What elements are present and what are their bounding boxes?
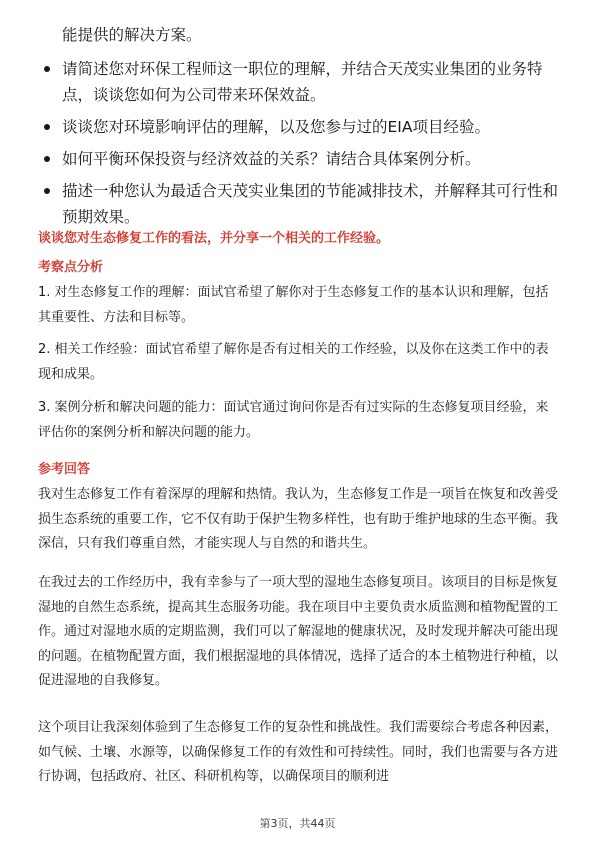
interview-question: 谈谈您对生态修复工作的看法，并分享一个相关的工作经验。 bbox=[38, 231, 390, 246]
bullet-item bbox=[44, 178, 564, 230]
answer-paragraph: 这个项目让我深刻体验到了生态修复工作的复杂性和挑战性。我们需要综合考虑各种因素，如气候、土壤、水源等，以确保修复工作的有效性和可持续性。同时，我们也需要与各方进行协调，包括政府、社区、科研机构等，以确保项目的顺利进 bbox=[38, 720, 559, 784]
page-number: 第3页，共44页 bbox=[259, 817, 336, 830]
question-bullet-list bbox=[44, 56, 564, 236]
bullet-text: 谈谈您对环境影响评估的理解，以及您参与过的EIA项目经验。 bbox=[62, 118, 490, 136]
continued-text: 能提供的解决方案。 bbox=[62, 26, 202, 44]
analysis-title: 考察点分析 bbox=[38, 260, 104, 275]
bullet-item bbox=[44, 56, 564, 108]
analysis-item: 1. 对生态修复工作的理解：面试官希望了解你对于生态修复工作的基本认识和理解，包括其重要性、方法和目标等。 bbox=[38, 285, 549, 325]
bullet-item bbox=[44, 146, 564, 172]
bullet-dot-icon bbox=[44, 188, 50, 194]
answer-paragraph: 在我过去的工作经历中，我有幸参与了一项大型的湿地生态修复项目。该项目的目标是恢复湿地的自然生态系统，提高其生态服务功能。我在项目中主要负责水质监测和植物配置的工作。通过对湿地水质的定期监测，我们可以了解湿地的健康状况，及时发现并解决可能出现的问题。在植物配置方面，我们根据湿地的具体情况，选择了适合的本土植物进行种植，以促进湿地的自我修复。 bbox=[38, 575, 559, 688]
answer-title: 参考回答 bbox=[38, 462, 91, 477]
answer-paragraph: 我对生态修复工作有着深厚的理解和热情。我认为，生态修复工作是一项旨在恢复和改善受损生态系统的重要工作，它不仅有助于保护生物多样性，也有助于维护地球的生态平衡。我深信，只有我们尊重自然，才能实现人与自然的和谐共生。 bbox=[38, 487, 559, 551]
bullet-dot-icon bbox=[44, 124, 50, 130]
bullet-text: 请简述您对环保工程师这一职位的理解，并结合天茂实业集团的业务特点，谈谈您如何为公司带来环保效益。 bbox=[62, 60, 543, 104]
bullet-text: 如何平衡环保投资与经济效益的关系？请结合具体案例分析。 bbox=[62, 150, 481, 168]
analysis-item: 2. 相关工作经验：面试官希望了解你是否有过相关的工作经验，以及你在这类工作中的表现和成果。 bbox=[38, 342, 549, 382]
bullet-text: 描述一种您认为最适合天茂实业集团的节能减排技术，并解释其可行性和预期效果。 bbox=[62, 182, 559, 226]
bullet-dot-icon bbox=[44, 156, 50, 162]
bullet-item bbox=[44, 114, 564, 140]
analysis-item: 3. 案例分析和解决问题的能力：面试官通过询问你是否有过实际的生态修复项目经验，来评估你的案例分析和解决问题的能力。 bbox=[38, 400, 549, 440]
bullet-dot-icon bbox=[44, 66, 50, 72]
